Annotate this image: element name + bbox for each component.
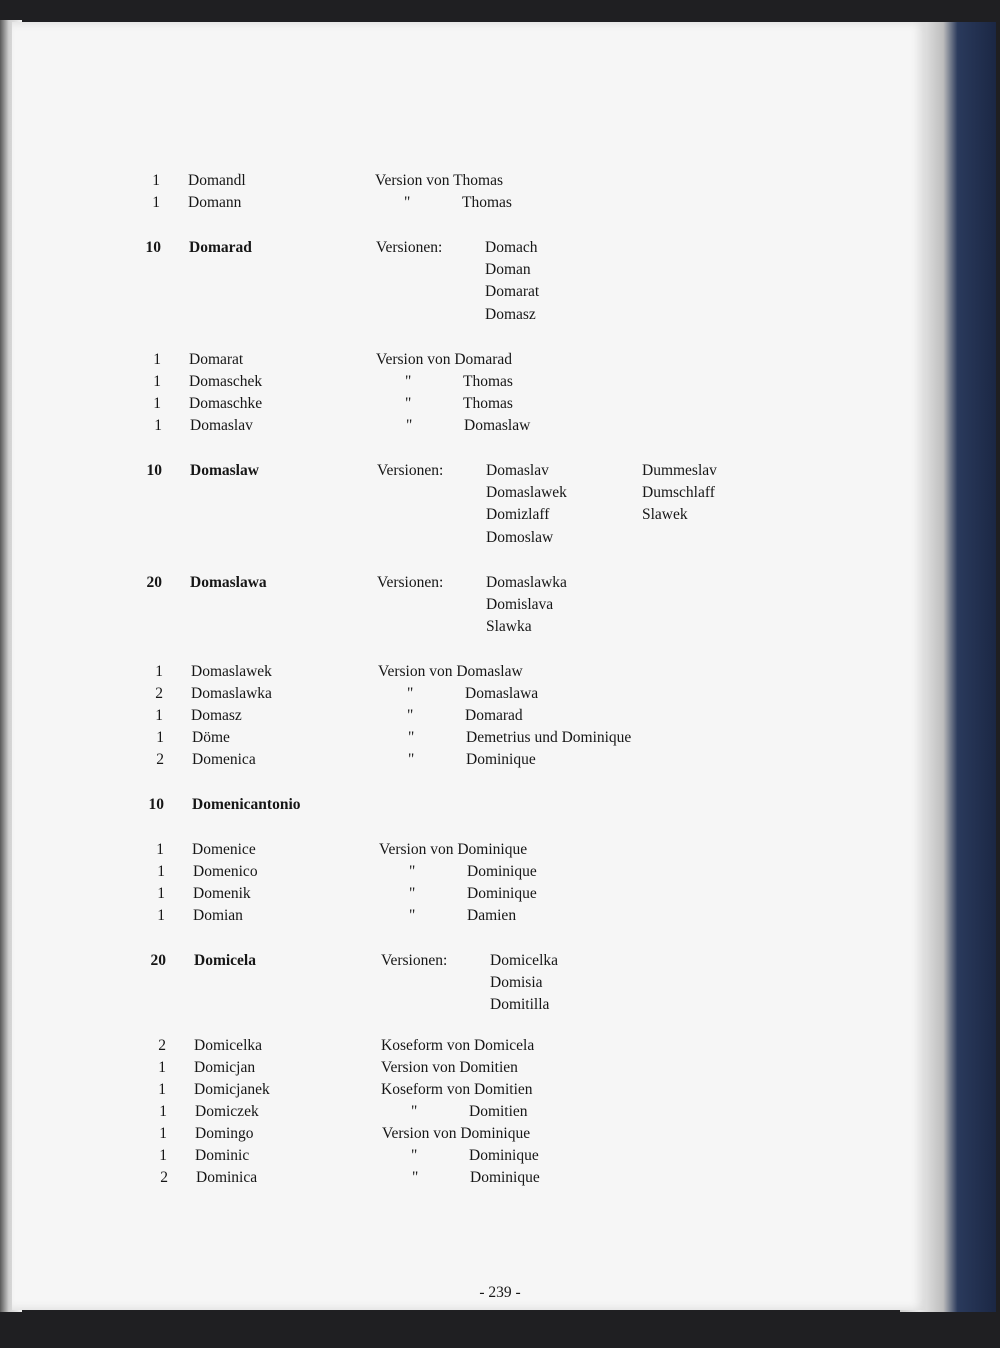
version-item: Domach xyxy=(485,239,538,256)
reference-name: Domaslawa xyxy=(465,685,539,702)
entry-name: Domaschek xyxy=(189,373,263,390)
reference-name: Dominique xyxy=(466,751,536,768)
entry-row xyxy=(0,794,1000,816)
version-item: Domislava xyxy=(486,596,554,614)
entry-description: Version von Dominique xyxy=(382,1125,531,1142)
entry-row xyxy=(0,237,1000,259)
entry-name: Domandl xyxy=(188,172,246,189)
entry-count: 1 xyxy=(153,351,161,368)
version-item: Domicelka xyxy=(490,952,559,969)
ditto-mark: " xyxy=(404,194,411,211)
entry-count: 1 xyxy=(159,1103,167,1120)
entry-name: Domicela xyxy=(194,952,256,969)
reference-name: Domaslaw xyxy=(464,417,531,434)
reference-name: Thomas xyxy=(463,373,513,390)
entry-name: Domarat xyxy=(189,351,244,368)
entry-row xyxy=(0,661,1000,683)
entry-count: 10 xyxy=(146,462,162,479)
entry-count: 20 xyxy=(146,574,162,591)
entry-row xyxy=(0,527,1000,549)
entry-name: Domingo xyxy=(195,1125,254,1142)
entry-name: Domaslaw xyxy=(190,462,259,479)
entry-name: Domann xyxy=(188,194,242,211)
entry-row xyxy=(0,994,1000,1016)
entry-row xyxy=(0,415,1000,437)
reference-name: Dominique xyxy=(469,1147,539,1164)
ditto-mark: " xyxy=(411,1147,418,1164)
entry-count: 2 xyxy=(158,1037,166,1054)
entry-name: Domarad xyxy=(189,239,252,256)
version-item: Domaslawek xyxy=(486,484,567,502)
ditto-mark: " xyxy=(407,707,414,724)
version-item: Domaslav xyxy=(486,462,549,479)
entry-count: 1 xyxy=(152,172,160,189)
ditto-mark: " xyxy=(405,373,412,390)
entry-row xyxy=(0,504,1000,526)
entry-name: Domaslawka xyxy=(191,685,272,702)
entry-description: Versionen: xyxy=(377,574,444,591)
entry-count: 1 xyxy=(152,194,160,211)
entry-row xyxy=(0,170,1000,192)
entry-row xyxy=(0,972,1000,994)
entry-row xyxy=(0,281,1000,303)
entry-row xyxy=(0,594,1000,616)
entry-row xyxy=(0,371,1000,393)
entry-row xyxy=(0,950,1000,972)
page-number: - 239 - xyxy=(479,1284,521,1301)
entry-description: Version von Thomas xyxy=(375,172,504,189)
entry-count: 1 xyxy=(155,663,163,680)
reference-name: Dominique xyxy=(467,885,537,902)
entry-description: Version von Domarad xyxy=(376,351,513,368)
entry-name: Domicjan xyxy=(194,1059,256,1076)
entry-count: 1 xyxy=(156,841,164,858)
entry-row xyxy=(0,1035,1000,1057)
entry-description: Koseform von Domicela xyxy=(381,1037,535,1054)
ditto-mark: " xyxy=(409,885,416,902)
entry-row xyxy=(0,1123,1000,1145)
version-item: Doman xyxy=(485,261,531,279)
reference-name: Domarad xyxy=(465,707,523,724)
entry-count: 2 xyxy=(155,685,163,702)
entry-count: 1 xyxy=(153,395,161,412)
ditto-mark: " xyxy=(406,417,413,434)
entry-name: Domaslawek xyxy=(191,663,272,680)
version-item: Domaslawka xyxy=(486,574,567,591)
reference-name: Damien xyxy=(467,907,517,924)
entry-count: 1 xyxy=(158,1081,166,1098)
entry-row xyxy=(0,839,1000,861)
entry-row xyxy=(0,905,1000,927)
ditto-mark: " xyxy=(407,685,414,702)
entry-row xyxy=(0,349,1000,371)
entry-count: 1 xyxy=(157,885,165,902)
entry-row xyxy=(0,192,1000,214)
ditto-mark: " xyxy=(409,863,416,880)
entry-row xyxy=(0,304,1000,326)
reference-name: Domitien xyxy=(469,1103,528,1120)
entry-name: Dominic xyxy=(195,1147,250,1164)
entry-row xyxy=(0,705,1000,727)
entry-description: Version von Domitien xyxy=(381,1059,518,1076)
ditto-mark: " xyxy=(409,907,416,924)
ditto-mark: " xyxy=(408,751,415,768)
entry-name: Domiczek xyxy=(195,1103,259,1120)
ditto-mark: " xyxy=(408,729,415,746)
ditto-mark: " xyxy=(411,1103,418,1120)
entry-description: Versionen: xyxy=(381,952,448,969)
version-item: Domasz xyxy=(485,305,536,323)
entry-row xyxy=(0,683,1000,705)
entry-count: 10 xyxy=(148,796,164,813)
entry-count: 1 xyxy=(155,707,163,724)
entry-name: Domian xyxy=(193,907,243,924)
entry-row xyxy=(0,572,1000,594)
entry-count: 2 xyxy=(156,751,164,768)
entry-row xyxy=(0,616,1000,638)
entry-count: 20 xyxy=(150,952,166,969)
version-item: Domizlaff xyxy=(486,506,550,524)
entry-row xyxy=(0,1145,1000,1167)
entry-description: Version von Dominique xyxy=(379,841,528,858)
entry-description: Koseform von Domitien xyxy=(381,1081,533,1098)
entry-row xyxy=(0,1101,1000,1123)
entry-row xyxy=(0,393,1000,415)
version-item: Dummeslav xyxy=(642,462,717,479)
ditto-mark: " xyxy=(412,1169,419,1186)
entry-name: Domenice xyxy=(192,841,256,858)
entry-description: Versionen: xyxy=(377,462,444,479)
version-item: Slawka xyxy=(486,618,532,636)
entry-name: Domicelka xyxy=(194,1037,263,1054)
entry-row xyxy=(0,883,1000,905)
entry-count: 1 xyxy=(158,1059,166,1076)
entry-count: 1 xyxy=(159,1147,167,1164)
entry-count: 2 xyxy=(160,1169,168,1186)
entry-name: Domenicantonio xyxy=(192,796,301,813)
entry-count: 1 xyxy=(159,1125,167,1142)
entry-row xyxy=(0,749,1000,771)
entry-name: Döme xyxy=(192,729,230,746)
entry-row xyxy=(0,460,1000,482)
entry-name: Domenik xyxy=(193,885,251,902)
entry-name: Domaschke xyxy=(189,395,263,412)
entry-name: Domaslawa xyxy=(190,574,267,591)
entry-name: Domenica xyxy=(192,751,256,768)
reference-name: Dominique xyxy=(467,863,537,880)
entry-description: Version von Domaslaw xyxy=(378,663,523,680)
version-item: Domoslaw xyxy=(486,528,554,546)
entry-name: Domicjanek xyxy=(194,1081,270,1098)
version-item: Domarat xyxy=(485,283,540,301)
entry-row xyxy=(0,1057,1000,1079)
entry-name: Domasz xyxy=(191,707,242,724)
ditto-mark: " xyxy=(405,395,412,412)
entry-row xyxy=(0,727,1000,749)
reference-name: Demetrius und Dominique xyxy=(466,729,632,746)
reference-name: Thomas xyxy=(462,194,512,211)
entry-row xyxy=(0,1167,1000,1189)
reference-name: Dominique xyxy=(470,1169,540,1186)
entry-row xyxy=(0,1079,1000,1101)
version-item: Domitilla xyxy=(490,996,550,1014)
entry-row xyxy=(0,861,1000,883)
entry-row xyxy=(0,259,1000,281)
entry-count: 1 xyxy=(157,863,165,880)
entry-count: 1 xyxy=(157,907,165,924)
entry-count: 1 xyxy=(156,729,164,746)
entry-row xyxy=(0,482,1000,504)
entry-description: Versionen: xyxy=(376,239,443,256)
entry-count: 1 xyxy=(153,373,161,390)
entry-name: Dominica xyxy=(196,1169,258,1186)
version-item: Domisia xyxy=(490,974,543,992)
version-item: Dumschlaff xyxy=(642,484,715,502)
entry-count: 10 xyxy=(145,239,161,256)
entry-name: Domenico xyxy=(193,863,258,880)
entry-name: Domaslav xyxy=(190,417,253,434)
version-item: Slawek xyxy=(642,506,688,524)
entry-count: 1 xyxy=(154,417,162,434)
reference-name: Thomas xyxy=(463,395,513,412)
